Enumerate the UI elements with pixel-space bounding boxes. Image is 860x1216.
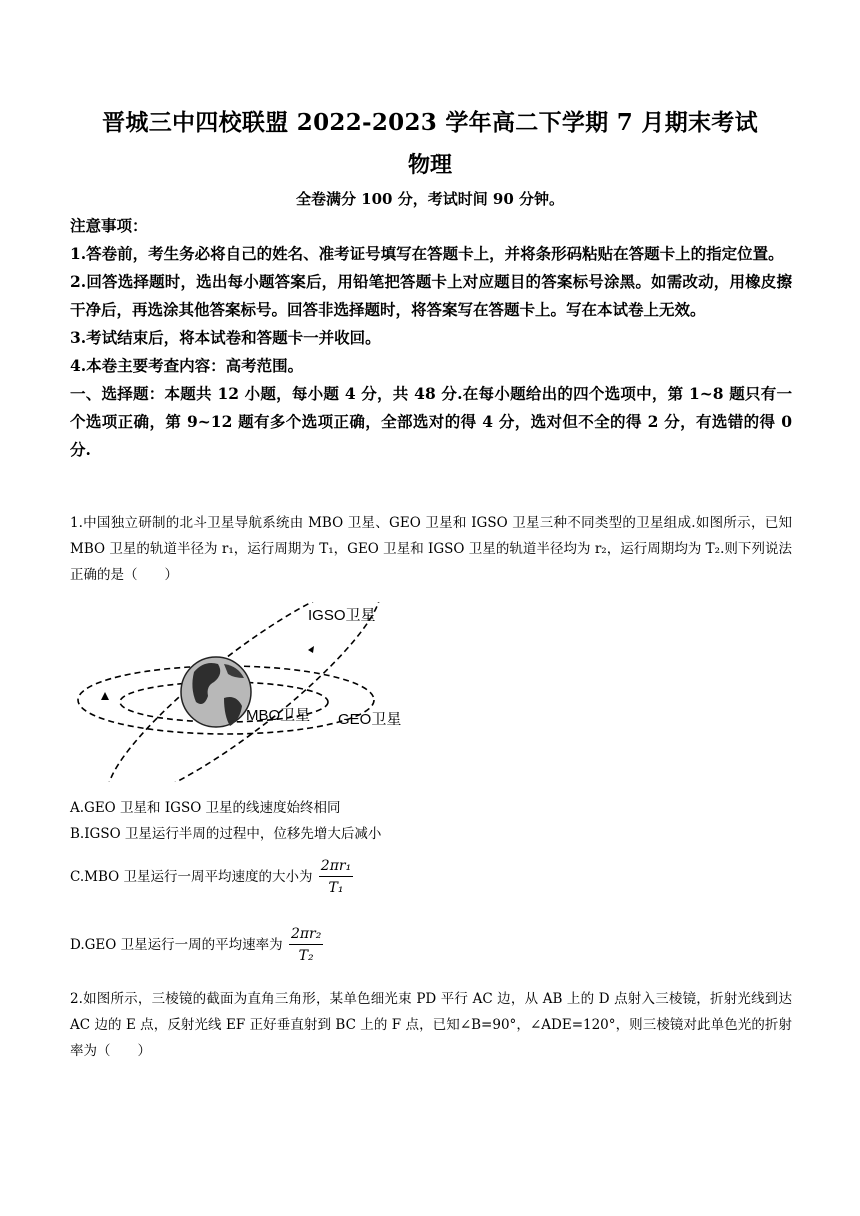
option-d-denominator: T₂ [298, 948, 314, 964]
question-2-stem: 2.如图所示，三棱镜的截面为直角三角形，某单色细光束 PD 平行 AC 边，从 AB 上的 D 点射入三棱镜，折射光线到达 AC 边的 E 点，反射光线 EF 正好垂直射到 BC 上的 F 点，已知∠B=90°，∠ADE=120°，则三棱镜对此单色光的折射率为（ ） [70, 991, 792, 1059]
exam-meta: 全卷满分 100 分，考试时间 90 分钟。 [295, 190, 565, 208]
question-1-stem: 1.中国独立研制的北斗卫星导航系统由 MBO 卫星、GEO 卫星和 IGSO 卫星三种不同类型的卫星组成.如图所示，已知 MBO 卫星的轨道半径为 r₁，运行周期为 T₁，GEO 卫星和 IGSO 卫星的轨道半径均为 r₂，运行周期均为 T₂.则下列说法正确的是（ ） [70, 515, 792, 583]
option-d-text: D.GEO 卫星运行一周的平均速率为 [70, 937, 283, 953]
option-d-numerator: 2πr₂ [289, 924, 323, 945]
orbit-diagram [74, 602, 414, 782]
igso-label: IGSO卫星 [308, 607, 376, 624]
option-c-text: C.MBO 卫星运行一周平均速度的大小为 [70, 869, 313, 885]
question-1-option-a: A.GEO 卫星和 IGSO 卫星的线速度始终相同 [70, 800, 341, 816]
subject-title: 物理 [407, 152, 452, 178]
option-c-denominator: T₁ [328, 880, 344, 896]
notice-heading: 注意事项： [70, 216, 148, 235]
question-1-option-b: B.IGSO 卫星运行半周的过程中，位移先增大后减小 [70, 826, 382, 842]
notice-item-2: 2.回答选择题时，选出每小题答案后，用铅笔把答题卡上对应题目的答案标号涂黑。如需改动，用橡皮擦干净后，再选涂其他答案标号。回答非选择题时，将答案写在答题卡上。写在本试卷上无效。 [70, 272, 792, 319]
section1-heading: 一、选择题：本题共 12 小题，每小题 4 分，共 48 分.在每小题给出的四个选项中，第 1~8 题只有一个选项正确，第 9~12 题有多个选项正确，全部选对的得 4 分，选对但不全的得 2 分，有选错的得 0 分. [70, 384, 792, 459]
notice-item-1: 1.答卷前，考生务必将自己的姓名、准考证号填写在答题卡上，并将条形码粘贴在答题卡上的指定位置。 [70, 244, 784, 263]
exam-title: 晋城三中四校联盟 2022-2023 学年高二下学期 7 月期末考试 [102, 109, 758, 136]
notice-item-3: 3.考试结束后，将本试卷和答题卡一并收回。 [70, 328, 381, 347]
question-1-option-c [70, 856, 353, 899]
mbo-label: MBO卫星 [246, 707, 311, 724]
option-d-fraction [289, 924, 323, 967]
option-c-numerator: 2πr₁ [319, 856, 353, 877]
question-1-option-d [70, 924, 323, 967]
option-c-fraction [319, 856, 353, 899]
geo-label: GEO卫星 [338, 711, 402, 728]
notice-block [70, 212, 792, 464]
satellite-orbit-figure [74, 602, 414, 782]
notice-item-4: 4.本卷主要考查内容：高考范围。 [70, 356, 304, 375]
